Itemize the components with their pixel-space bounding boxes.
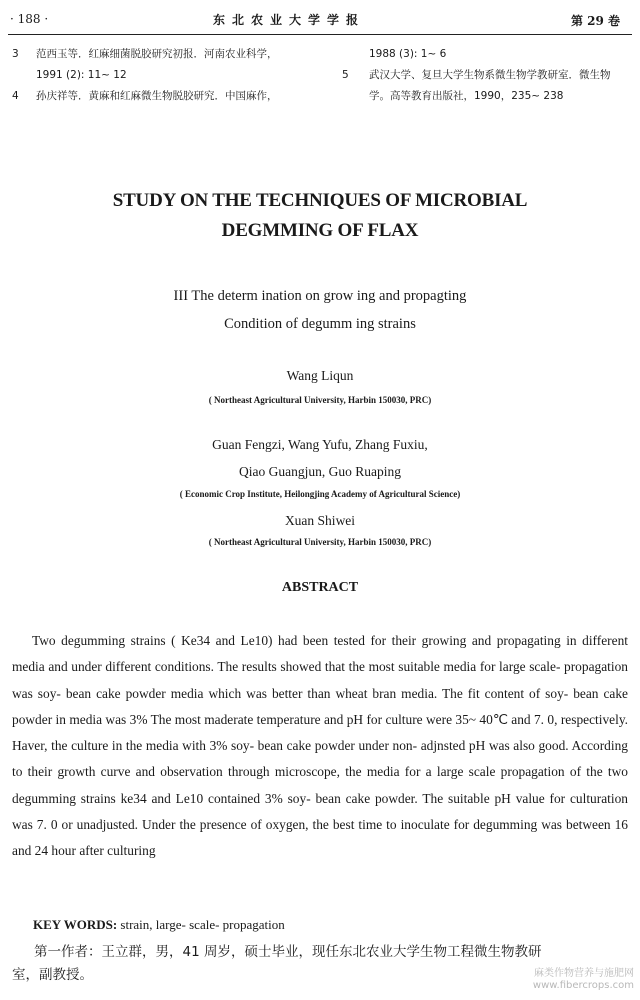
footnote-line: 室，副教授。 — [12, 967, 93, 983]
abstract-body — [12, 628, 628, 865]
subtitle-line: III The determ ination on grow ing and propagting — [173, 288, 467, 304]
references-right — [342, 44, 632, 107]
reference-text: 孙庆祥等．黄麻和红麻微生物脱胶研究．中国麻作， — [36, 90, 278, 102]
reference-number: 3 — [12, 48, 19, 60]
title-line: STUDY ON THE TECHNIQUES OF MICROBIAL — [112, 190, 528, 211]
paper-title — [0, 186, 640, 246]
header-rule — [8, 34, 632, 35]
abstract-paragraph: Two degumming strains ( Ke34 and Le10) had been tested for their growing and propagating in different media and under different conditions. The results showed that the most suitable media for large scale- propagation was soy- bean cake powder media which was better than wheat bran media. The fit content of soy- bean cake powder in media was 3% The most maderate temperature and pH for culture were 35~ 40℃ and 7. 0, respectively. Haver, the culture in the media with 3% soy- bean cake powder under non- adjnsted pH was also good. According to their growth curve and observation through microscope, the media for a large scale propagation of the two degumming strains ke34 and Le10 contained 3% soy- bean cake powder. The suitable pH value for culturation was 7. 0 or unadjusted. Under the presence of oxygen, the best time to inoculate for degumming was between 16 and 24 hour after culturing — [12, 633, 628, 859]
references-left — [12, 44, 322, 107]
reference-text: 范西玉等．红麻细菌脱胶研究初报．河南农业科学， — [36, 48, 278, 60]
reference-text: 学。高等教育出版社，1990，235~ 238 — [369, 90, 564, 102]
author-affiliation: ( Economic Crop Institute, Heilongjing Academy of Agricultural Science) — [179, 489, 461, 499]
author-name: Xuan Shiwei — [284, 513, 356, 528]
reference-continuation: 1988 (3): 1~ 6 — [369, 48, 447, 60]
author-affiliation: ( Northeast Agricultural University, Harbin 150030, PRC) — [208, 395, 432, 405]
reference-item — [12, 86, 322, 107]
watermark — [533, 968, 634, 992]
author-affiliation: ( Northeast Agricultural University, Harbin 150030, PRC) — [208, 537, 432, 547]
abstract-heading: ABSTRACT — [281, 580, 359, 595]
page-number: · 188 · — [10, 12, 49, 26]
reference-text: 1991 (2): 11~ 12 — [36, 69, 127, 81]
reference-number: 5 — [342, 69, 349, 81]
running-header — [0, 8, 640, 32]
keywords — [33, 917, 285, 933]
author-name: Qiao Guangjun, Guo Ruaping — [239, 464, 401, 479]
author-name: Wang Liqun — [286, 368, 354, 383]
author-name: Guan Fengzi, Wang Yufu, Zhang Fuxiu, — [212, 437, 428, 452]
watermark-line: www.fibercrops.com — [532, 980, 634, 991]
footnote-line: 第一作者：王立群，男，41 周岁，硕士毕业，现任东北农业大学生物工程微生物教研 — [34, 944, 542, 960]
reference-number: 4 — [12, 90, 19, 102]
reference-item — [342, 65, 632, 107]
paper-subtitle — [0, 282, 640, 338]
keywords-text: strain, large- scale- propagation — [117, 917, 285, 932]
reference-text: 武汉大学、复旦大学生物系微生物学教研室．微生物 — [369, 69, 611, 81]
volume-label: 第 29 卷 — [570, 14, 620, 28]
subtitle-line: Condition of degumm ing strains — [224, 316, 416, 332]
watermark-line: 麻类作物营养与施肥网 — [534, 968, 634, 979]
title-line: DEGMMING OF FLAX — [221, 220, 419, 241]
keywords-label: KEY WORDS: — [33, 917, 118, 932]
reference-item — [12, 44, 322, 86]
journal-name: 东北农业大学学报 — [213, 13, 366, 27]
